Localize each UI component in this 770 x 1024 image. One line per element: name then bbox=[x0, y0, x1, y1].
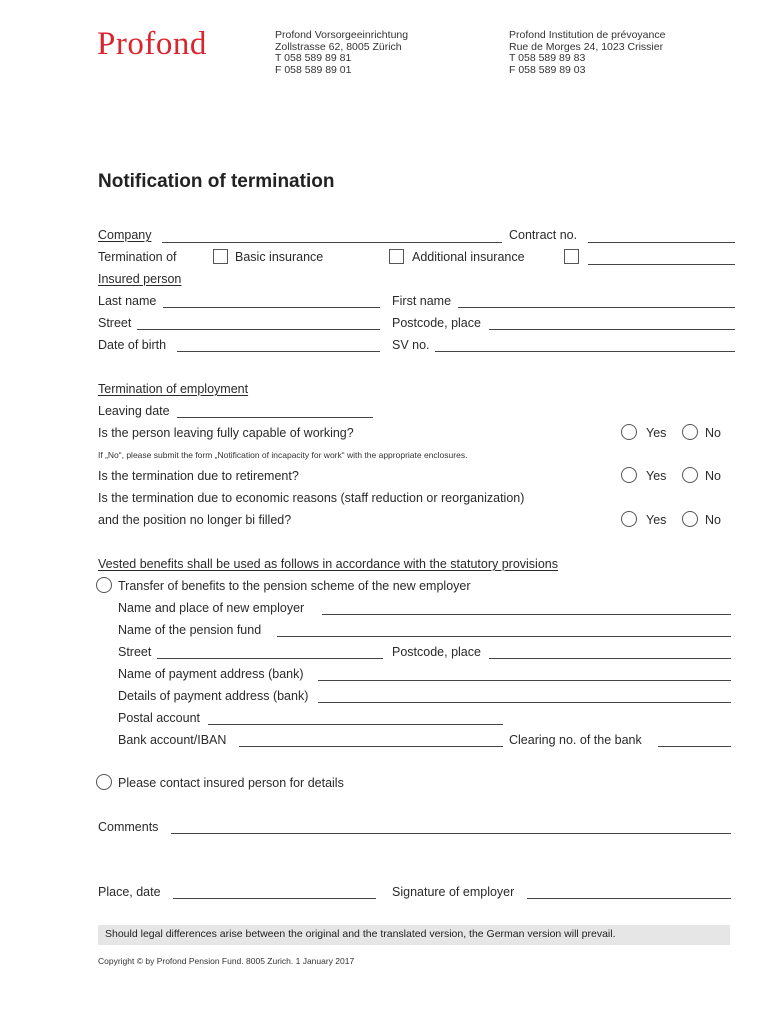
incapacity-note: If „No“, please submit the form „Notification of incapacity for work“ with the appropriate enclosures. bbox=[98, 450, 468, 460]
postal-account-field[interactable] bbox=[208, 724, 503, 725]
copyright-text: Copyright © by Profond Pension Fund. 8005 Zurich. 1 January 2017 bbox=[98, 956, 355, 966]
iban-field[interactable] bbox=[239, 746, 503, 747]
address-de-line: Profond Vorsorgeeinrichtung bbox=[275, 29, 409, 41]
last-name-label: Last name bbox=[98, 294, 157, 308]
company-field[interactable] bbox=[162, 242, 502, 243]
sv-no-label: SV no. bbox=[392, 338, 430, 352]
contract-no-field[interactable] bbox=[588, 242, 735, 243]
sv-no-field[interactable] bbox=[435, 351, 735, 352]
clearing-no-label: Clearing no. of the bank bbox=[509, 733, 642, 747]
iban-label: Bank account/IBAN bbox=[118, 733, 227, 747]
first-name-field[interactable] bbox=[458, 307, 735, 308]
pension-fund-field[interactable] bbox=[277, 636, 731, 637]
legal-notice-box bbox=[98, 925, 730, 945]
transfer-radio[interactable] bbox=[96, 577, 112, 593]
new-employer-label: Name and place of new employer bbox=[118, 601, 305, 615]
postcode-field[interactable] bbox=[489, 329, 735, 330]
capable-yes-radio[interactable] bbox=[621, 424, 637, 440]
address-fr-line: Rue de Morges 24, 1023 Crissier bbox=[509, 40, 664, 53]
no-label: No bbox=[705, 469, 721, 483]
first-name-label: First name bbox=[392, 294, 452, 308]
additional-insurance-checkbox[interactable] bbox=[389, 249, 404, 264]
contact-insured-radio[interactable] bbox=[96, 774, 112, 790]
clearing-no-field[interactable] bbox=[658, 746, 731, 747]
contract-no-label: Contract no. bbox=[509, 228, 578, 242]
pension-fund-label: Name of the pension fund bbox=[118, 623, 262, 637]
date-of-birth-field[interactable] bbox=[177, 351, 380, 352]
termination-of-label: Termination of bbox=[98, 250, 177, 264]
termination-employment-label: Termination of employment bbox=[98, 382, 249, 396]
address-fr-line: T 058 589 89 83 bbox=[509, 52, 586, 64]
retirement-yes-radio[interactable] bbox=[621, 467, 637, 483]
leaving-date-field[interactable] bbox=[177, 417, 373, 418]
insured-person-label: Insured person bbox=[98, 272, 182, 286]
street-field[interactable] bbox=[137, 329, 380, 330]
address-fr bbox=[509, 30, 665, 76]
bank-name-field[interactable] bbox=[318, 680, 731, 681]
legal-notice-text: Should legal differences arise between the original and the translated version, the German version will prevail. bbox=[105, 928, 616, 940]
question-retirement: Is the termination due to retirement? bbox=[98, 469, 299, 483]
leaving-date-label: Leaving date bbox=[98, 404, 170, 418]
bank-name-label: Name of payment address (bank) bbox=[118, 667, 304, 681]
company-label: Company bbox=[98, 228, 152, 242]
comments-field[interactable] bbox=[171, 833, 731, 834]
profond-logo: Profond bbox=[97, 26, 207, 62]
postcode-label: Postcode, place bbox=[392, 316, 481, 330]
economic-yes-radio[interactable] bbox=[621, 511, 637, 527]
street-label: Street bbox=[98, 316, 132, 330]
economic-no-radio[interactable] bbox=[682, 511, 698, 527]
place-date-field[interactable] bbox=[173, 898, 376, 899]
vested-benefits-label: Vested benefits shall be used as follows in accordance with the statutory provisions bbox=[98, 557, 558, 571]
no-label: No bbox=[705, 513, 721, 527]
vested-street-field[interactable] bbox=[157, 658, 383, 659]
no-label: No bbox=[705, 426, 721, 440]
additional-insurance-label: Additional insurance bbox=[412, 250, 525, 264]
other-insurance-checkbox[interactable] bbox=[564, 249, 579, 264]
question-economic-line1: Is the termination due to economic reasons (staff reduction or reorganization) bbox=[98, 491, 525, 505]
transfer-label: Transfer of benefits to the pension scheme of the new employer bbox=[118, 579, 471, 593]
yes-label: Yes bbox=[646, 513, 667, 527]
last-name-field[interactable] bbox=[163, 307, 380, 308]
bank-details-label: Details of payment address (bank) bbox=[118, 689, 309, 703]
date-of-birth-label: Date of birth bbox=[98, 338, 167, 352]
comments-label: Comments bbox=[98, 820, 159, 834]
question-capable: Is the person leaving fully capable of working? bbox=[98, 426, 354, 440]
question-economic-line2: and the position no longer bi filled? bbox=[98, 513, 292, 527]
retirement-no-radio[interactable] bbox=[682, 467, 698, 483]
postal-account-label: Postal account bbox=[118, 711, 200, 725]
address-de-line: F 058 589 89 01 bbox=[275, 63, 352, 76]
address-de-line: T 058 589 89 81 bbox=[275, 52, 352, 64]
new-employer-field[interactable] bbox=[322, 614, 731, 615]
address-fr-line: F 058 589 89 03 bbox=[509, 63, 586, 76]
page-title: Notification of termination bbox=[98, 171, 335, 192]
yes-label: Yes bbox=[646, 469, 667, 483]
address-fr-line: Profond Institution de prévoyance bbox=[509, 29, 666, 41]
basic-insurance-label: Basic insurance bbox=[235, 250, 324, 264]
address-de-line: Zollstrasse 62, 8005 Zürich bbox=[275, 40, 402, 53]
vested-postcode-label: Postcode, place bbox=[392, 645, 481, 659]
signature-label: Signature of employer bbox=[392, 885, 515, 899]
address-de bbox=[275, 30, 408, 76]
vested-street-label: Street bbox=[118, 645, 152, 659]
place-date-label: Place, date bbox=[98, 885, 161, 899]
basic-insurance-checkbox[interactable] bbox=[213, 249, 228, 264]
bank-details-field[interactable] bbox=[318, 702, 731, 703]
signature-field[interactable] bbox=[527, 898, 731, 899]
contact-insured-label: Please contact insured person for details bbox=[118, 776, 344, 790]
capable-no-radio[interactable] bbox=[682, 424, 698, 440]
vested-postcode-field[interactable] bbox=[489, 658, 731, 659]
other-insurance-field[interactable] bbox=[588, 264, 735, 265]
yes-label: Yes bbox=[646, 426, 667, 440]
